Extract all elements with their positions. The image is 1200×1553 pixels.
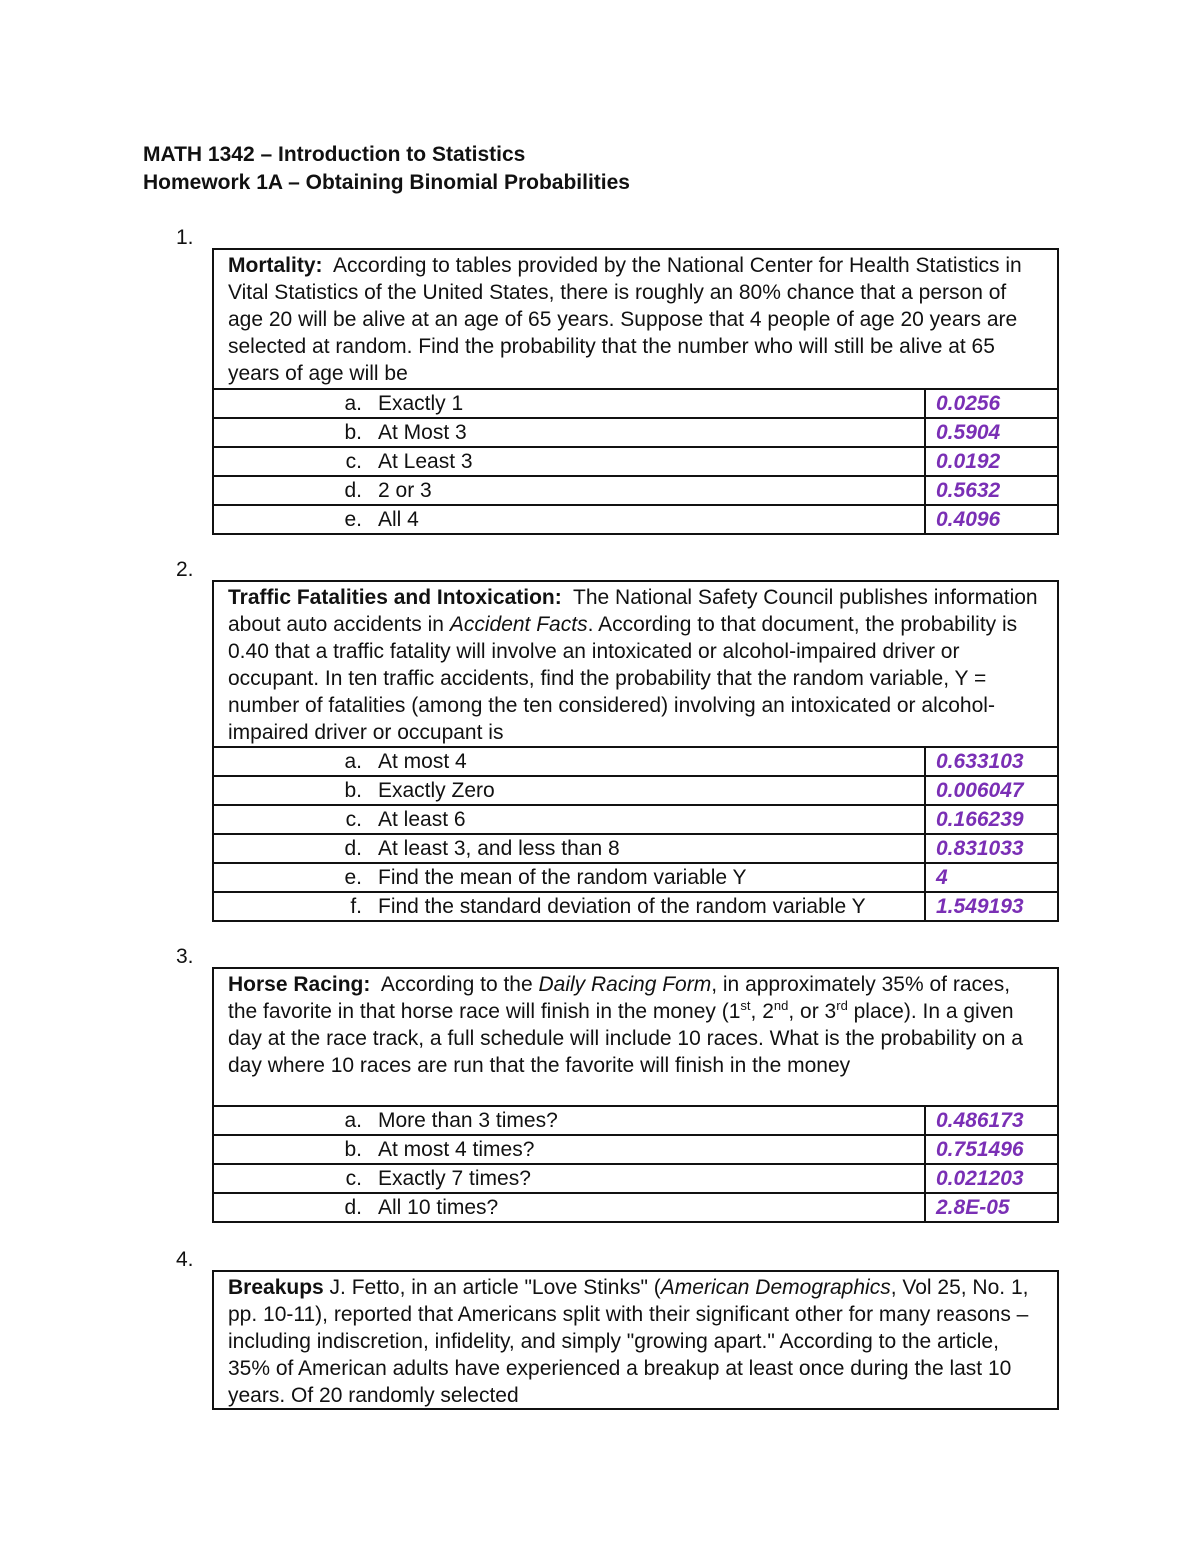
sub-question-text: At least 3, and less than 8 (378, 837, 620, 860)
question-2-text (214, 582, 1057, 748)
sub-question-letter: f. (350, 895, 362, 918)
sub-question (214, 506, 926, 533)
sub-question-text: At most 4 (378, 750, 467, 773)
sub-question (214, 1107, 926, 1134)
sub-question (214, 748, 926, 775)
answer-value: 0.5904 (936, 421, 1001, 444)
answer-row (214, 806, 1057, 835)
question-2-table (212, 580, 1059, 922)
sub-question-text: At most 4 times? (378, 1138, 535, 1161)
sub-question-text: Exactly Zero (378, 779, 495, 802)
answer-row (214, 1107, 1057, 1136)
sub-question-letter: c. (345, 808, 362, 831)
sub-question-letter: b. (344, 421, 362, 444)
sub-question-letter: a. (344, 392, 362, 415)
sub-question-letter: b. (344, 779, 362, 802)
answer-value: 0.0256 (936, 392, 1001, 415)
sub-question-letter: e. (344, 866, 362, 889)
sub-question (214, 390, 926, 417)
sub-question-text: All 4 (378, 508, 419, 531)
question-4-text (214, 1272, 1057, 1408)
sub-question (214, 419, 926, 446)
question-3-number: 3. (176, 945, 194, 968)
sup-st: st (740, 998, 751, 1013)
answer-value: 0.166239 (936, 808, 1024, 831)
sub-question-text: Exactly 1 (378, 392, 464, 415)
question-2-body-a: The National Safety Council publishes information about auto accidents in (228, 586, 1038, 636)
answer-row (214, 419, 1057, 448)
sub-question-text: Find the mean of the random variable Y (378, 866, 747, 889)
question-3-title: Horse Racing: (228, 973, 371, 996)
course-title: MATH 1342 – Introduction to Statistics (143, 143, 526, 166)
answer-row (214, 390, 1057, 419)
question-1-table (212, 248, 1059, 535)
sub-question (214, 806, 926, 833)
answer-row (214, 835, 1057, 864)
sub-question-letter: c. (345, 450, 362, 473)
sub-question-letter: d. (344, 479, 362, 502)
sup-nd: nd (773, 998, 789, 1013)
question-3-text (214, 969, 1057, 1107)
question-1-title: Mortality: (228, 254, 323, 277)
answer-row (214, 506, 1057, 533)
question-2-title: Traffic Fatalities and Intoxication: (228, 586, 562, 609)
sub-question-letter: c. (345, 1167, 362, 1190)
sub-question-letter: a. (344, 1109, 362, 1132)
assignment-title: Homework 1A – Obtaining Binomial Probabilities (143, 171, 630, 194)
question-3-body-a: According to the (380, 973, 533, 996)
sub-question-text: 2 or 3 (378, 479, 432, 502)
answer-row (214, 893, 1057, 920)
sub-question-text: At Most 3 (378, 421, 467, 444)
answer-value: 0.5632 (936, 479, 1001, 502)
sub-question-text: Find the standard deviation of the random variable Y (378, 895, 866, 918)
answer-row (214, 448, 1057, 477)
answer-value: 0.486173 (936, 1109, 1024, 1132)
answer-value: 0.021203 (936, 1167, 1024, 1190)
sub-question (214, 893, 926, 920)
question-3-body-b: , in approximately 35% of races, the favorite in that horse race will finish in the money (1 (228, 973, 1011, 1023)
document-header (143, 141, 630, 197)
question-1-number: 1. (176, 226, 194, 249)
answer-value: 0.0192 (936, 450, 1001, 473)
question-4-number: 4. (176, 1248, 194, 1271)
answer-value: 0.4096 (936, 508, 1001, 531)
sup-rd: rd (836, 998, 848, 1013)
question-3-body-d: , or 3 (788, 1000, 837, 1023)
sub-question-letter: d. (344, 1196, 362, 1219)
sub-question-letter: b. (344, 1138, 362, 1161)
answer-value: 2.8E-05 (936, 1196, 1010, 1219)
answer-row (214, 864, 1057, 893)
question-2-source: Accident Facts (449, 613, 588, 636)
sub-question-text: At least 6 (378, 808, 466, 831)
sub-question-text: All 10 times? (378, 1196, 499, 1219)
sub-question (214, 1136, 926, 1163)
answer-row (214, 1165, 1057, 1194)
answer-row (214, 477, 1057, 506)
question-3-body-e: place). In a given day at the race track, a full schedule will include 10 races. What is the probability on a day where 10 races are run that the favorite will finish in the money (228, 1000, 1023, 1077)
question-2-number: 2. (176, 558, 194, 581)
question-1-body: According to tables provided by the National Center for Health Statistics in Vital Statistics of the United States, there is roughly an 80% chance that a person of age 20 will be alive at an age of 65 years. Suppose that 4 people of age 20 years are selected at random. Find the probability that the number who will still be alive at 65 years of age will be (228, 254, 1022, 385)
question-1-text (214, 250, 1057, 390)
question-4-table (212, 1270, 1059, 1410)
sub-question-letter: d. (344, 837, 362, 860)
sub-question (214, 864, 926, 891)
answer-value: 1.549193 (936, 895, 1024, 918)
answer-value: 0.633103 (936, 750, 1024, 773)
sub-question-letter: e. (344, 508, 362, 531)
question-4-body-a: J. Fetto, in an article "Love Stinks" ( (323, 1276, 661, 1299)
question-4-source: American Demographics (660, 1276, 891, 1299)
answer-value: 4 (936, 866, 948, 889)
sub-question-text: More than 3 times? (378, 1109, 558, 1132)
answer-row (214, 748, 1057, 777)
sub-question (214, 477, 926, 504)
answer-row (214, 1194, 1057, 1221)
question-4-title: Breakups (228, 1276, 324, 1299)
answer-row (214, 1136, 1057, 1165)
sub-question-letter: a. (344, 750, 362, 773)
sub-question (214, 1194, 926, 1221)
answer-row (214, 777, 1057, 806)
sub-question (214, 835, 926, 862)
sub-question (214, 777, 926, 804)
sub-question-text: At Least 3 (378, 450, 473, 473)
question-2-body-b: . According to that document, the probability is 0.40 that a traffic fatality will involve an intoxicated or alcohol-impaired driver or occupant. In ten traffic accidents, find the probability that the random variable, Y = number of fatalities (among the ten considered) involving an intoxicated or alcohol-impaired driver or occupant is (228, 613, 1018, 744)
answer-value: 0.751496 (936, 1138, 1024, 1161)
question-4-body-b: , Vol 25, No. 1, pp. 10-11), reported that Americans split with their significant other for many reasons – including indiscretion, infidelity, and simply "growing apart." According to the article, 35% of American adults have experienced a breakup at least once during the last 10 years. Of 20 randomly selected (228, 1276, 1029, 1407)
question-3-table (212, 967, 1059, 1223)
question-3-body-c: , 2 (750, 1000, 774, 1023)
answer-value: 0.006047 (936, 779, 1024, 802)
sub-question (214, 1165, 926, 1192)
sub-question (214, 448, 926, 475)
question-3-source: Daily Racing Form (538, 973, 712, 996)
sub-question-text: Exactly 7 times? (378, 1167, 531, 1190)
answer-value: 0.831033 (936, 837, 1024, 860)
